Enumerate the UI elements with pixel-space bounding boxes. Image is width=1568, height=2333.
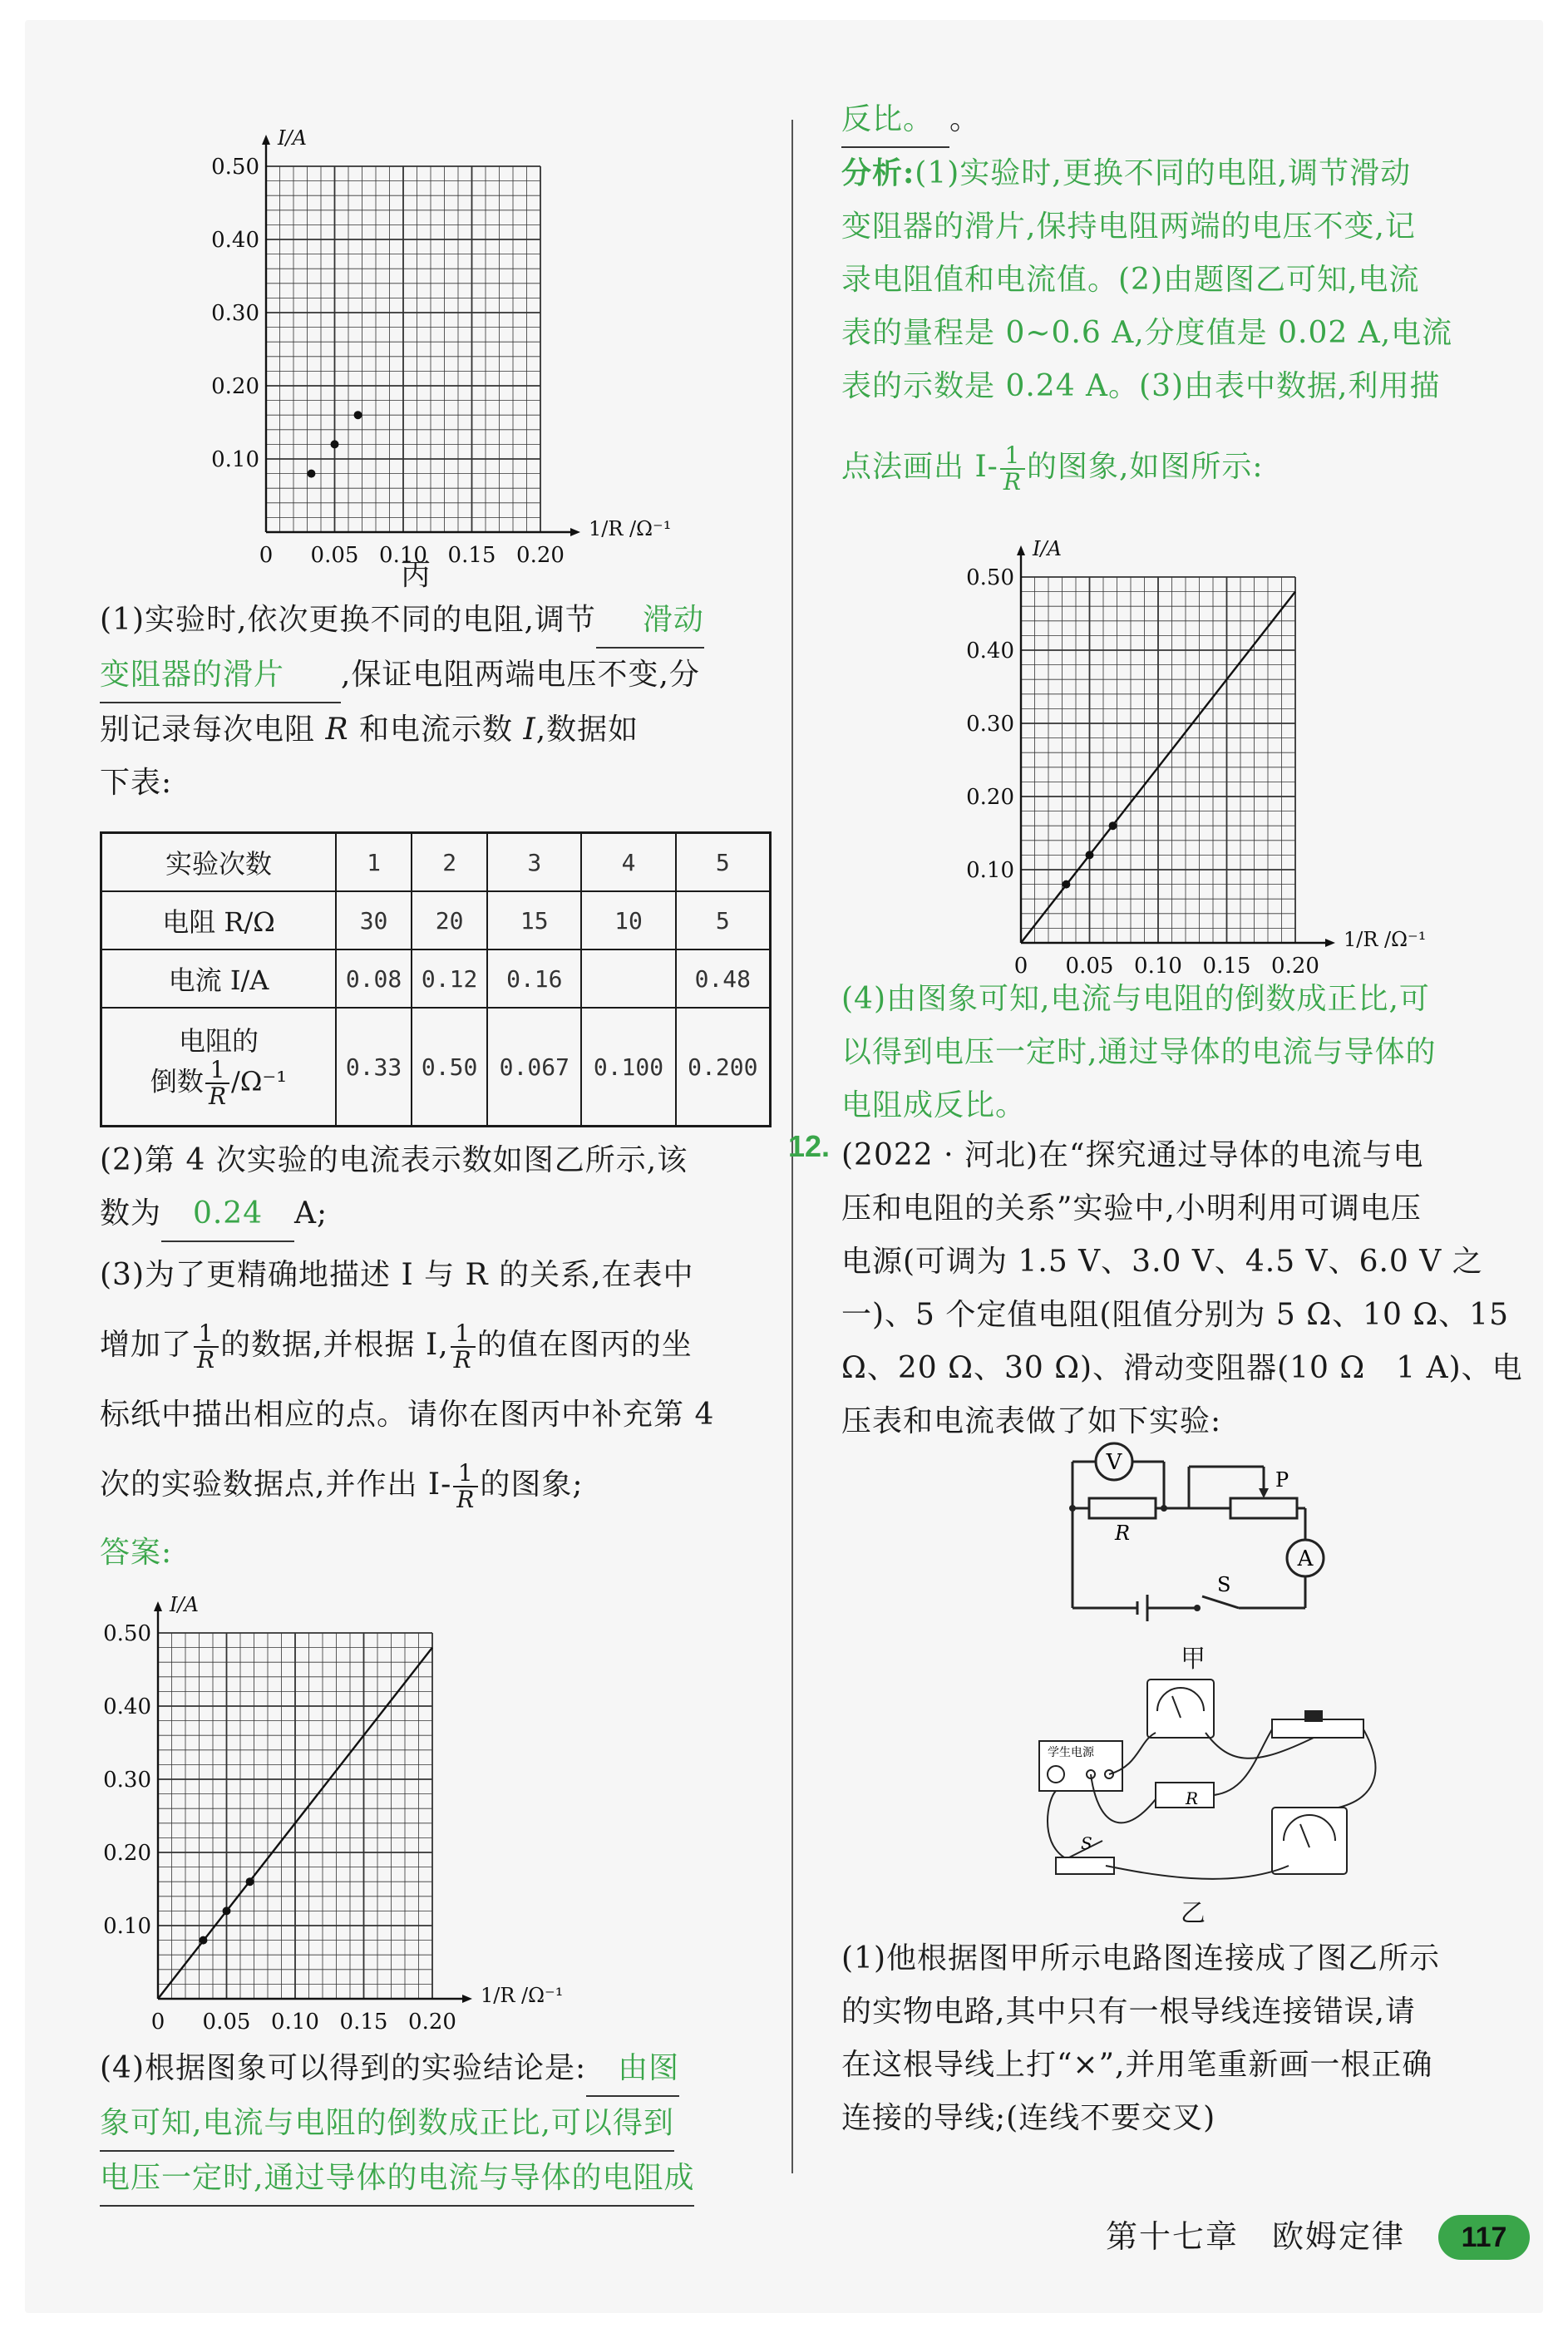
y-tick-label: 0.30 xyxy=(211,301,259,326)
table-cell: 1 xyxy=(336,833,412,892)
x-tick-label: 0.20 xyxy=(1271,954,1319,979)
q1-text xyxy=(100,594,782,810)
data-point xyxy=(1109,821,1117,830)
q3-line1: (3)为了更精确地描述 I 与 R 的关系,在表中 xyxy=(100,1258,694,1292)
frac-den: R xyxy=(456,1486,476,1513)
switch-blade xyxy=(1202,1596,1239,1608)
power-knob xyxy=(1048,1766,1064,1783)
y-tick-label: 0.20 xyxy=(211,374,259,399)
q3-line2-a: 增加了 xyxy=(100,1328,193,1362)
switch-label: S xyxy=(1217,1573,1231,1596)
table-cell: 15 xyxy=(487,891,581,949)
table-cell: 0.100 xyxy=(581,1008,675,1127)
table-cell: 2 xyxy=(412,833,487,892)
data-point xyxy=(307,470,315,478)
data-point xyxy=(223,1906,231,1915)
q12-sub1-line: 连接的导线;(连线不要交叉) xyxy=(841,2101,1216,2135)
page-number: 117 xyxy=(1438,2215,1530,2260)
q4-answer-b: 象可知,电流与电阻的倒数成正比,可以得到 xyxy=(100,2097,674,2152)
table-cell: 3 xyxy=(487,833,581,892)
table-cell: 0.16 xyxy=(487,949,581,1008)
conclusion-line: (4)由图象可知,电流与电阻的倒数成正比,可 xyxy=(841,982,1430,1016)
x-tick-label: 0.05 xyxy=(310,543,359,568)
frac-num: 1 xyxy=(451,1321,476,1348)
x-tick-label: 0 xyxy=(259,543,274,568)
analysis-label: 分析: xyxy=(841,155,915,190)
y-axis-arrow xyxy=(154,1601,162,1611)
q12-line: (2022 · 河北)在“探究通过导体的电流与电 xyxy=(841,1138,1424,1172)
x-tick-label: 0.10 xyxy=(379,543,427,568)
table-i-label: 电流 I/A xyxy=(101,949,337,1008)
y-tick-label: 0.10 xyxy=(966,858,1014,883)
chart-answer xyxy=(67,1583,599,2049)
rheostat-device xyxy=(1272,1719,1363,1738)
table-cell: 0.067 xyxy=(487,1008,581,1127)
conclusion-line: 电阻成反比。 xyxy=(841,1088,1027,1122)
q1-line3: 别记录每次电阻 xyxy=(100,713,316,747)
junction-dot xyxy=(1161,1505,1167,1512)
table-inv-label xyxy=(101,1008,337,1127)
answer-label: 答案: xyxy=(100,1536,173,1570)
frac-num: 1 xyxy=(194,1321,219,1348)
data-point xyxy=(1062,880,1070,889)
analysis-line: 录电阻值和电流值。(2)由题图乙可知,电流 xyxy=(841,263,1420,297)
inv-unit: /Ω⁻¹ xyxy=(231,1065,288,1097)
analysis-last-a: 点法画出 I- xyxy=(841,450,998,484)
resistor-device xyxy=(1156,1783,1214,1808)
resistor-r xyxy=(1089,1498,1156,1518)
q1-line3-mid: 和电流示数 xyxy=(359,713,514,747)
x-axis-label: 1/R /Ω⁻¹ xyxy=(1344,928,1427,951)
resistor-label: R xyxy=(1114,1522,1131,1545)
x-tick-label: 0 xyxy=(150,2010,165,2035)
table-header-label: 实验次数 xyxy=(101,833,337,892)
inv-label-bottom: 倒数 xyxy=(150,1065,204,1097)
y-tick-label: 0.50 xyxy=(966,565,1014,590)
q12-text xyxy=(841,1129,1540,1448)
q12-sub1-line: 的实物电路,其中只有一根导线连接错误,请 xyxy=(841,1995,1416,2029)
analysis-line: 表的量程是 0~0.6 A,分度值是 0.02 A,电流 xyxy=(841,316,1453,350)
table-cell: 0.200 xyxy=(676,1008,771,1127)
q4-text xyxy=(100,2042,782,2207)
q12-line: 电源(可调为 1.5 V、3.0 V、4.5 V、6.0 V 之 xyxy=(841,1245,1483,1279)
page xyxy=(25,20,1543,2313)
data-point xyxy=(354,411,362,419)
q3-line4-a: 次的实验数据点,并作出 I- xyxy=(100,1467,452,1502)
resistor-device-label: R xyxy=(1186,1788,1199,1808)
y-tick-label: 0.10 xyxy=(103,1914,151,1939)
q12-line: Ω、20 Ω、30 Ω)、滑动变阻器(10 Ω 1 A)、电 xyxy=(841,1351,1523,1385)
y-axis-label: I/A xyxy=(170,1593,199,1616)
q12-line: 压表和电流表做了如下实验: xyxy=(841,1404,1222,1438)
table-cell: 20 xyxy=(412,891,487,949)
y-tick-label: 0.30 xyxy=(966,712,1014,737)
q1-suffix: ,保证电阻两端电压不变,分 xyxy=(341,658,700,692)
y-tick-label: 0.30 xyxy=(103,1768,151,1793)
table-cell: 0.12 xyxy=(412,949,487,1008)
conclusion-line: 以得到电压一定时,通过导体的电流与导体的 xyxy=(841,1035,1437,1069)
x-tick-label: 0.15 xyxy=(339,2010,388,2035)
q2-line2-suffix: A; xyxy=(294,1196,328,1231)
y-tick-label: 0.40 xyxy=(103,1694,151,1719)
x-tick-label: 0.15 xyxy=(1202,954,1251,979)
frac-den: R xyxy=(453,1346,472,1374)
q3-text xyxy=(100,1240,782,1520)
y-tick-label: 0.40 xyxy=(211,228,259,253)
y-tick-label: 0.50 xyxy=(211,155,259,180)
table-cell xyxy=(581,949,675,1008)
table-row xyxy=(101,1008,771,1127)
y-axis-label: I/A xyxy=(1033,537,1062,560)
data-point xyxy=(199,1936,207,1945)
y-tick-label: 0.20 xyxy=(103,1841,151,1866)
q2-text xyxy=(100,1134,782,1242)
table-cell: 5 xyxy=(676,891,771,949)
fig-yi-caption: 乙 xyxy=(1181,1899,1206,1928)
q1-prefix: (1)实验时,依次更换不同的电阻,调节 xyxy=(100,603,596,637)
table-row xyxy=(101,833,771,892)
q1-line4: 下表: xyxy=(100,766,173,800)
q12-sub1 xyxy=(841,1932,1540,2145)
inv-label-top: 电阻的 xyxy=(178,1025,259,1057)
analysis-line: 表的示数是 0.24 A。(3)由表中数据,利用描 xyxy=(841,369,1441,403)
q3-line3: 标纸中描出相应的点。请你在图丙中补充第 4 xyxy=(100,1398,715,1432)
analysis-block xyxy=(841,146,1540,413)
q12-line: 压和电阻的关系”实验中,小明利用可调电压 xyxy=(841,1191,1422,1226)
x-tick-label: 0.10 xyxy=(271,2010,319,2035)
q4-continued xyxy=(841,93,980,148)
x-axis-label: 1/R /Ω⁻¹ xyxy=(481,1984,564,2007)
frac-num: 1 xyxy=(205,1058,229,1084)
fig-jia-caption: 甲 xyxy=(1181,1645,1206,1674)
y-tick-label: 0.40 xyxy=(966,639,1014,663)
analysis-last-b: 的图象,如图所示: xyxy=(1026,450,1264,484)
q4-prefix: (4)根据图象可以得到的实验结论是: xyxy=(100,2051,587,2085)
table-cell: 30 xyxy=(336,891,412,949)
analysis-line: (1)实验时,更换不同的电阻,调节滑动 xyxy=(915,156,1412,190)
switch-pivot xyxy=(1194,1605,1201,1611)
table-cell: 5 xyxy=(676,833,771,892)
x-tick-label: 0 xyxy=(1013,954,1028,979)
q1-answer-a: 滑动 xyxy=(596,594,704,649)
table-row xyxy=(101,891,771,949)
table-cell: 10 xyxy=(581,891,675,949)
wire xyxy=(1214,1729,1272,1795)
voltmeter-label: V xyxy=(1106,1450,1122,1475)
q3-line4-b: 的图象; xyxy=(480,1467,584,1502)
x-tick-label: 0.20 xyxy=(516,543,565,568)
x-tick-label: 0.10 xyxy=(1134,954,1182,979)
q4-answer-a: 由图 xyxy=(586,2042,679,2097)
table-row xyxy=(101,949,771,1008)
frac-den: R xyxy=(208,1083,227,1110)
x-axis-arrow xyxy=(462,1995,472,2003)
frac-num: 1 xyxy=(1000,443,1025,470)
x-tick-label: 0.15 xyxy=(447,543,496,568)
y-tick-label: 0.10 xyxy=(211,447,259,472)
wire xyxy=(1339,1729,1375,1808)
physical-circuit-yi xyxy=(1023,1675,1388,1899)
wire xyxy=(1048,1791,1064,1857)
table-cell: 4 xyxy=(581,833,675,892)
rheostat-slider xyxy=(1305,1711,1322,1721)
q1-var-i: I xyxy=(523,713,536,747)
q1-answer-b: 变阻器的滑片 xyxy=(100,649,341,703)
ammeter-label: A xyxy=(1297,1546,1314,1571)
y-axis-label: I/A xyxy=(278,126,307,150)
q2-line2-prefix: 数为 xyxy=(100,1196,162,1231)
q2-line1: (2)第 4 次实验的电流表示数如图乙所示,该 xyxy=(100,1143,688,1177)
x-tick-label: 0.05 xyxy=(1065,954,1114,979)
q1-line3-end: ,数据如 xyxy=(535,713,639,747)
q4-answer-d: 反比。 xyxy=(841,93,949,148)
wire xyxy=(1106,1866,1289,1879)
chart-bing-caption: 丙 xyxy=(401,558,432,592)
conclusion-block xyxy=(841,973,1540,1132)
chart-bing xyxy=(175,100,707,599)
q12-sub1-line: 在这根导线上打“×”,并用笔重新画一根正确 xyxy=(841,2048,1433,2082)
circuit-diagram-jia xyxy=(1039,1442,1339,1658)
x-axis-arrow xyxy=(570,528,580,536)
table-cell: 0.48 xyxy=(676,949,771,1008)
data-point xyxy=(1086,851,1094,859)
q3-line2-b: 的数据,并根据 I, xyxy=(220,1328,449,1362)
frac-den: R xyxy=(197,1346,216,1374)
q4-answer-c: 电压一定时,通过导体的电流与导体的电阻成 xyxy=(100,2152,694,2207)
frac-num: 1 xyxy=(453,1461,478,1487)
data-point xyxy=(331,440,339,448)
table-cell: 0.50 xyxy=(412,1008,487,1127)
chapter-title: 第十七章 欧姆定律 xyxy=(1106,2218,1406,2255)
x-axis-arrow xyxy=(1325,939,1335,947)
switch-base xyxy=(1056,1857,1114,1874)
slider-label: P xyxy=(1275,1468,1289,1492)
analysis-last-line xyxy=(841,441,1264,495)
frac-den: R xyxy=(1003,468,1022,496)
table-cell: 0.08 xyxy=(336,949,412,1008)
chart-analysis xyxy=(929,527,1462,993)
junction-dot xyxy=(1069,1505,1076,1512)
q12-sub1-line: (1)他根据图甲所示电路图连接成了图乙所示 xyxy=(841,1941,1440,1975)
q4-end-mark: 。 xyxy=(949,102,981,136)
slider-arrow xyxy=(1259,1488,1269,1498)
x-tick-label: 0.05 xyxy=(202,2010,251,2035)
rheostat xyxy=(1230,1498,1297,1518)
y-axis-arrow xyxy=(262,135,270,145)
q2-answer: 0.24 xyxy=(161,1187,294,1242)
y-tick-label: 0.20 xyxy=(966,785,1014,810)
x-axis-label: 1/R /Ω⁻¹ xyxy=(589,517,672,540)
data-table xyxy=(100,831,772,1127)
q3-line2-c: 的值在图丙的坐 xyxy=(476,1328,693,1362)
q1-var-r: R xyxy=(325,713,349,747)
x-tick-label: 0.20 xyxy=(408,2010,456,2035)
power-supply-label: 学生电源 xyxy=(1048,1746,1094,1759)
switch-device-label: S xyxy=(1081,1833,1092,1853)
q12-line: 一)、5 个定值电阻(阻值分别为 5 Ω、10 Ω、15 xyxy=(841,1298,1509,1332)
y-tick-label: 0.50 xyxy=(103,1621,151,1646)
analysis-line: 变阻器的滑片,保持电阻两端的电压不变,记 xyxy=(841,210,1416,244)
table-cell: 0.33 xyxy=(336,1008,412,1127)
table-r-label: 电阻 R/Ω xyxy=(101,891,337,949)
question-12-number: 12. xyxy=(788,1129,831,1163)
data-point xyxy=(246,1877,254,1886)
y-axis-arrow xyxy=(1017,545,1025,555)
